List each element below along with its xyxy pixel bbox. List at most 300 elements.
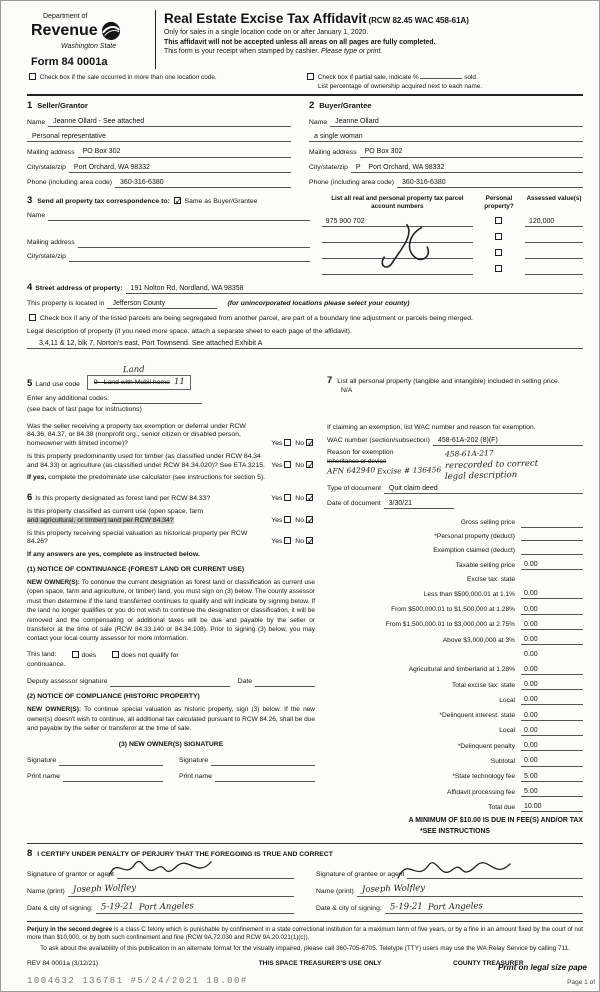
parcel-table [322, 195, 583, 275]
owner-printname-1-blank [63, 774, 163, 782]
s3-mailing-label: Mailing address [27, 238, 75, 246]
seller-number: 1 [27, 99, 33, 111]
tax-value-local-2: 0.00 [521, 726, 583, 736]
seller-csz-field [27, 163, 291, 173]
header-note-2: This affidavit will not be accepted unless all areas on all pages are fully completed. [164, 38, 436, 46]
dept-of-text: Department of [43, 13, 88, 20]
seller-phone-value: 360-316-6380 [115, 178, 291, 188]
partial-sale-note: List percentage of ownership acquired next to each name. [318, 82, 483, 90]
grantor-date-field [27, 902, 294, 914]
grantor-date-value [96, 902, 294, 914]
partial-sale-checkbox[interactable] [307, 73, 314, 80]
wac-number-field [327, 436, 583, 446]
tax-row-local-1 [327, 695, 583, 705]
left-column [27, 364, 315, 837]
tax-value-personal-deduct [521, 533, 583, 541]
tax-row-total-excise [327, 680, 583, 690]
parcel-row-4 [322, 265, 583, 275]
tax-value-tier1: 0.00 [521, 589, 583, 599]
s8-divider [27, 843, 583, 844]
grantee-block [316, 861, 583, 914]
new-owner-signature-row [27, 757, 315, 766]
owner-signature-2 [179, 757, 315, 766]
personal-property-col-header: Personal property? [484, 194, 514, 210]
tax-value-delinquent-interest: 0.00 [521, 711, 583, 721]
tax-row-stray [327, 650, 583, 659]
doc-date-spacer [454, 501, 583, 509]
s6-q1-body: Is this property designated as forest land per RCW 84.33? [35, 494, 211, 502]
tax-row-tier2 [327, 605, 583, 615]
section-certify [27, 848, 583, 913]
tax-label-delinquent-interest: *Delinquent interest: state [439, 712, 515, 720]
tax-label-tier2: From $500,000.01 to $1,500,000 at 1.28% [391, 606, 515, 614]
tax-value-subtotal: 0.00 [521, 756, 583, 766]
s5-q2-no-checkbox[interactable]: ✓ [307, 459, 315, 470]
buyer-name-field [309, 117, 583, 127]
owner-printname-1 [27, 773, 163, 782]
wac-number-value: 458-61A-202 (8)(F) [433, 436, 583, 446]
legal-description-field [27, 339, 583, 349]
owner-signature-2-label: Signature [179, 757, 209, 765]
tax-value-local-1: 0.00 [521, 695, 583, 705]
tax-label-local-1: Local [499, 696, 515, 704]
s6-q1-no-checkbox[interactable]: ✓ [307, 493, 315, 504]
buyer-number: 2 [309, 99, 315, 111]
tax-value-total-due: 10.00 [521, 802, 583, 812]
tax-table [327, 519, 583, 812]
certify-grid [27, 861, 583, 914]
grantor-signature-field [27, 871, 294, 880]
buyer-name-label: Name [309, 118, 328, 126]
personal-property-cell-2 [473, 233, 525, 243]
assessed-value-4 [525, 266, 583, 275]
handwritten-land-use-code: 11 [173, 376, 185, 387]
handwritten-wac: 458-61A-217 [444, 448, 494, 459]
parcel-row-1 [322, 217, 583, 227]
seller-name-field [27, 117, 291, 127]
s5-question-1 [27, 423, 315, 449]
legal-description-value: 3,4,11 & 12, blk 7, Norton's east, Port Townsend. See attached Exhibit A [27, 339, 583, 349]
multi-location-option [27, 73, 305, 91]
multi-location-checkbox[interactable] [29, 73, 36, 80]
county-treasurer-label: COUNTY TREASURER [453, 959, 524, 967]
seller-phone-field [27, 178, 291, 188]
notice-2-new-owner: NEW OWNER(S): [27, 706, 82, 714]
tax-value-tier2: 0.00 [521, 605, 583, 615]
seller-name-value: Jeanne Ollard - See attached [48, 117, 291, 127]
top-checkbox-row [27, 73, 583, 91]
tax-row-local-2 [327, 726, 583, 736]
partial-sale-percent-blank [420, 78, 462, 79]
grantor-city-handwritten: Port Angeles [139, 900, 195, 913]
tax-label-personal-deduct: *Personal property (deduct) [434, 532, 515, 540]
does-option [70, 651, 96, 661]
continuance-label: continuance. [27, 660, 66, 668]
tax-label-total-excise: Total excise tax: state [451, 681, 515, 689]
s6-q3-no-checkbox[interactable]: ✓ [307, 536, 315, 547]
s6-question-1 [27, 492, 315, 504]
grantee-date-handwritten: 5-19-21 [389, 901, 423, 912]
treasurer-space-label: THIS SPACE TREASURER'S USE ONLY [258, 959, 382, 967]
additional-codes-note: (see back of last page for instructions) [27, 405, 142, 413]
assessed-value-1: 120,000 [525, 217, 583, 227]
partial-sale-label-2: sold. [464, 74, 478, 82]
does-checkbox[interactable] [72, 651, 79, 658]
s5-if-yes-bold: If yes, [27, 473, 47, 481]
doc-date-label: Date of document [327, 500, 381, 508]
s5-if-yes-text: complete the predominate use calculator (see instructions for section 5). [48, 473, 266, 481]
buyer-name2-field [309, 132, 583, 142]
reason-label: Reason for exemption [327, 448, 394, 456]
s6-q2-line2: and agricultural, or timber) land per RCW 84.34? [27, 516, 174, 524]
grantor-block [27, 861, 294, 914]
owner-signature-1 [27, 757, 163, 766]
s6-q3-text: Is this property receiving special valuation as historical property per RCW 84.26? [27, 529, 248, 546]
grantee-signature-field [316, 871, 583, 880]
grantee-name-value [357, 884, 583, 896]
form-number: Form 84 0001a [31, 55, 108, 68]
personal-property-cell-4 [473, 265, 525, 275]
s5-number: 5 [27, 377, 33, 389]
s3-mailing-blank [78, 240, 310, 248]
tax-row-tier4 [327, 635, 583, 645]
form-title: Real Estate Excise Tax Affidavit [164, 11, 367, 26]
perjury-text: is a class C felony which is punishable by confinement in a state correctional institution for a maximum term of five years, or by a fine in an amount fixed by the court of not more than $10,000, or by both such confinement and fine (RCW 9A.72.030 and RCW 9A.20.021(1)(c)). [27, 925, 584, 941]
tax-label-taxable: Taxable selling price [455, 561, 515, 569]
s3-name-field [27, 212, 310, 221]
tax-value-excise-header [521, 576, 583, 584]
s6-q2-no-checkbox[interactable]: ✓ [307, 514, 315, 525]
s6-number: 6 [27, 491, 33, 503]
handwritten-afn: AFN 642940 [326, 465, 376, 476]
s6-question-2 [27, 508, 315, 526]
seller-name-label: Name [27, 118, 46, 126]
personal-property-cell-1 [473, 217, 525, 227]
grantor-signature-scribble [105, 854, 215, 882]
certify-title: I CERTIFY UNDER PENALTY OF PERJURY THAT THE FOREGOING IS TRUE AND CORRECT [37, 851, 333, 859]
section-correspondence [27, 195, 583, 275]
see-instructions-note: *SEE INSTRUCTIONS [419, 828, 491, 836]
tax-label-delinquent-penalty: *Delinquent penalty [457, 742, 515, 750]
tax-label-local-2: Local [499, 727, 515, 735]
buyer-name2-value: a single woman [309, 132, 583, 142]
partial-sale-option [305, 73, 583, 91]
s3-intro: Send all property tax correspondence to: [37, 197, 170, 205]
tax-value-taxable: 0.00 [521, 560, 583, 570]
tax-row-subtotal [327, 756, 583, 766]
segregated-label: Check box if any of the listed parcels are being segregated from another parcel, are part of a boundary line adjustment or parcels being merged. [39, 315, 473, 323]
tax-value-agricultural: 0.00 [521, 665, 583, 675]
grantee-date-field [316, 902, 583, 914]
s6-q1-answers [271, 494, 315, 504]
s3-csz-field [27, 253, 310, 262]
tax-label-agricultural: Agricultural and timberland at 1.28% [408, 666, 515, 674]
seller-csz-value: Port Orchard, WA 98332 [69, 163, 291, 173]
buyer-heading [309, 100, 583, 112]
partial-sale-line [305, 73, 583, 82]
land-use-line [27, 364, 315, 390]
grantee-signature-scribble [394, 854, 514, 884]
deputy-assessor-blank [110, 679, 229, 687]
tax-row-personal-deduct [327, 533, 583, 542]
tax-row-total-due [327, 802, 583, 812]
section-seller [27, 100, 305, 188]
tax-label-total-due: Total due [488, 803, 515, 811]
wac-number-label: WAC number (section/subsection) [327, 437, 430, 445]
accessibility-note: To ask about the availability of this publication in an alternate format for the visually impaired, please call 360-705-6705. Teletype (TTY) users may use the WA Relay Service by calling 711. [40, 945, 570, 953]
s6-q1-yes-checkbox[interactable] [284, 494, 291, 501]
multi-location-label: Check box if the sale occurred in more than one location code. [39, 74, 217, 82]
grantor-date-handwritten: 5-19-21 [100, 901, 134, 912]
buyer-csz-prefix: P [355, 163, 361, 171]
s7-intro: List all personal property (tangible and intangible) included in selling price. [337, 377, 560, 385]
land-use-code-box[interactable] [87, 375, 192, 390]
s5-q1-answers [271, 439, 315, 449]
deputy-assessor-label: Deputy assessor signature [27, 678, 108, 686]
handwritten-reason-1: rerecorded to correct [444, 458, 539, 471]
parcel-col-header: List all real and personal property tax parcel account numbers [331, 194, 464, 210]
partial-sale-label-1: Check box if partial sale, indicate % [317, 74, 419, 82]
tax-row-excise-header [327, 576, 583, 585]
s5-q1-yes-label: Yes [271, 440, 283, 448]
buyer-phone-field [309, 178, 583, 188]
buyer-title: Buyer/Grantee [319, 100, 372, 110]
s6-q3-yes-checkbox[interactable] [284, 537, 291, 544]
seller-name2-value: Personal representative [27, 132, 291, 142]
handwritten-reason-2: legal description [444, 469, 518, 482]
tax-value-tech-fee: 5.00 [521, 772, 583, 782]
owner-printname-2 [179, 773, 315, 782]
s6-q2-no-label: No [295, 516, 304, 524]
party-sections [27, 100, 583, 188]
dor-logo-block [27, 10, 147, 69]
tax-label-processing-fee: Affidavit processing fee [446, 788, 515, 796]
notice-1-text: To continue the current designation as forest land or classification as current use (open space, farm and agriculture, or timber) land, you must sign on (3) below. The county assessor must then determine if the land transferred continues to qualify and will indicate by signing below. If the land no longer qualifies or you do not wish to continue the designation or classification, it will be removed and the compensating or additional taxes will be due and payable by the seller or transferor at the time of sale (RCW 84.33.140 or 84.34.108). Prior to signing (3) below, you may contact your local county assessor for more information. [27, 578, 315, 643]
parcel-row-2 [322, 233, 583, 243]
s3-csz-label: City/state/zip [27, 252, 66, 260]
s5-q2-text: Is this property predominantly used for timber (as classified under RCW 84.34 and 84.33) or agriculture (as classified under RCW 84.34.020)? See ETA 3215. [27, 453, 265, 469]
tax-value-total-excise: 0.00 [521, 680, 583, 690]
personal-property-checkbox-1[interactable] [495, 217, 502, 224]
grantee-city-handwritten: Port Angeles [428, 900, 484, 913]
seller-phone-label: Phone (including area code) [27, 178, 113, 186]
s8-number: 8 [27, 848, 33, 860]
doc-type-label: Type of document [327, 485, 382, 493]
handwritten-land-word: Land [122, 364, 145, 376]
buyer-csz-field [309, 163, 583, 173]
personal-property-checkbox-2[interactable] [495, 233, 502, 240]
tax-label-excise-header: Excise tax: state [466, 575, 515, 583]
s5-question-2 [27, 453, 315, 471]
additional-codes-label: Enter any additional codes: [27, 394, 109, 402]
tax-row-delinquent-interest [327, 711, 583, 721]
does-not-checkbox[interactable] [112, 651, 119, 658]
reason-left [327, 449, 445, 482]
grantor-signature-label: Signature of grantor or agent [27, 870, 114, 878]
county-value[interactable]: Jefferson County [107, 299, 217, 309]
section-buyer [305, 100, 583, 188]
new-owner-printname-row [27, 773, 315, 782]
s3-number: 3 [27, 194, 33, 206]
buyer-phone-label: Phone (including area code) [309, 178, 395, 186]
footer-divider-1 [27, 921, 583, 922]
tax-label-tech-fee: *State technology fee [452, 773, 515, 781]
notice-2-title: (2) NOTICE OF COMPLIANCE (HISTORIC PROPERTY) [27, 693, 200, 701]
does-not-label: does not qualify for [121, 651, 179, 659]
s5-q1-no-checkbox[interactable]: ✓ [307, 438, 315, 449]
title-line [164, 10, 583, 28]
deputy-date-label: Date [237, 678, 252, 686]
land-use-label: Land use code [35, 381, 80, 389]
tax-value-tier3: 0.00 [521, 620, 583, 630]
tax-label-tier1: Less than $500,000.01 at 1.1% [423, 590, 515, 598]
tax-row-agricultural [327, 665, 583, 675]
s6-q3-no-label: No [295, 538, 304, 546]
tax-value-stray: 0.00 [524, 651, 538, 659]
grantor-name-value [68, 884, 294, 896]
page-number: Page 1 of [567, 978, 595, 986]
personal-property-checkbox-4[interactable] [495, 265, 502, 272]
assessed-value-2 [525, 234, 583, 243]
parcel-number-1: 975 900 702 [322, 217, 473, 227]
seller-mailing-field [27, 147, 291, 157]
buyer-name-value: Jeanne Ollard [330, 117, 583, 127]
assessed-value-3 [525, 250, 583, 259]
header-note-3-line [164, 48, 583, 57]
s6-q1-text [27, 492, 271, 504]
tax-label-tier4: Above $3,000,000 at 3% [442, 636, 515, 644]
correspondence-left [27, 195, 322, 275]
segregated-checkbox[interactable] [29, 314, 36, 321]
form-title-rcw: (RCW 82.45 WAC 458-61A) [368, 16, 469, 25]
header-note-3: This form is your receipt when stamped by cashier. [164, 48, 320, 56]
doc-type-field [327, 484, 583, 494]
street-address-value: 191 Nolton Rd, Nordland, WA 98358 [126, 284, 326, 294]
legal-description-label: Legal description of property (if you need more space, attach a separate sheet to each page of the affidavit). [27, 327, 352, 335]
street-address-label: Street address of property: [35, 285, 123, 293]
personal-property-checkbox-3[interactable] [495, 249, 502, 256]
seller-mailing-value: PO Box 302 [78, 147, 291, 157]
street-address-field [27, 282, 583, 294]
buyer-mailing-label: Mailing address [309, 148, 357, 156]
additional-codes-blank [112, 396, 202, 404]
s6-q1-no-label: No [295, 495, 304, 503]
inheritance-text: Inheritance or device [327, 457, 387, 465]
form-header [27, 10, 583, 69]
tax-row-tier1 [327, 589, 583, 599]
grantee-name-field [316, 884, 583, 896]
header-note-3-em: Please type or print. [321, 48, 383, 56]
s6-q2-line1: Is this property classified as current use (open space, farm [27, 507, 204, 515]
dor-logo-icon [101, 21, 121, 41]
s5-q2-answers [271, 461, 315, 471]
seller-heading [27, 100, 291, 112]
s4-number: 4 [27, 281, 33, 293]
tax-row-tier3 [327, 620, 583, 630]
this-land-label: This land: [27, 650, 57, 658]
exemption-intro: If claiming an exemption, list WAC number and reason for exemption. [327, 424, 536, 432]
s3-name-label: Name [27, 212, 46, 220]
rev-number: REV 84 0001a (3/12/21) [27, 959, 99, 967]
s3-name-blank [48, 213, 310, 221]
same-as-buyer-checkbox[interactable]: ✓ [174, 195, 183, 206]
cashier-stamp: 1004632 136781 #5/24/2021 10.00# [27, 976, 248, 987]
header-divider [27, 94, 583, 96]
seller-csz-label: City/state/zip [27, 163, 66, 171]
s6-note: If any answers are yes, complete as instructed below. [27, 551, 200, 559]
parcel-row-3 [322, 249, 583, 259]
notice-2-text: To continue special valuation as historic property, sign (3) below. If the new owner(s) doesn't wish to continue, all additional tax calculated pursuant to RCW 84.26, shall be due and payable by the seller or transferor at the time of sale. [27, 706, 315, 732]
doc-date-field [327, 499, 583, 509]
s5-q1-yes-checkbox[interactable] [284, 439, 291, 446]
buyer-csz-text: Port Orchard, WA 98332 [368, 163, 445, 171]
revenue-row [27, 21, 147, 42]
notice-2-paragraph [27, 705, 315, 733]
parcel-table-header [322, 195, 583, 211]
perjury-paragraph [27, 926, 583, 943]
lower-columns [27, 364, 583, 837]
print-size-note: Print on legal size pape [498, 962, 587, 972]
reason-right [445, 449, 583, 482]
s3-csz-blank [69, 254, 310, 262]
s6-q2-yes-checkbox[interactable] [284, 516, 291, 523]
county-label: This property is located in [27, 300, 105, 308]
tax-row-delinquent-penalty [327, 741, 583, 751]
doc-date-value: 3/30/21 [384, 499, 454, 509]
notice-1-paragraph [27, 578, 315, 644]
tax-label-tier3: From $1,500,000.01 to $3,000,000 at 2.75% [385, 621, 515, 629]
s7-number: 7 [327, 374, 333, 386]
tax-row-exemption-deduct [327, 547, 583, 556]
correspondence-intro-line [27, 195, 310, 207]
personal-property-value: N/A [341, 387, 353, 395]
s5-if-yes-note [27, 474, 315, 483]
grantee-name-handwritten: Joseph Wolfley [361, 883, 425, 896]
s6-q3-answers [271, 537, 315, 547]
s5-q1-text: Was the seller receiving a property tax exemption or deferral under RCW 84.36, 84.37, or 84.38 (nonprofit org., senior citizen or disabled person, homeowner with limited income)? [27, 422, 246, 448]
s6-q2-text [27, 508, 271, 526]
notice-1-title: (1) NOTICE OF CONTINUANCE (FOREST LAND OR CURRENT USE) [27, 566, 245, 574]
header-note-1: Only for sales in a single location code on or after January 1, 2020. [164, 28, 369, 36]
street-address-blank [326, 286, 583, 294]
minimum-due-note: A MINIMUM OF $10.00 IS DUE IN FEE(S) AND/OR TAX [408, 817, 583, 825]
county-field [27, 299, 583, 309]
buyer-csz-label: City/state/zip [309, 163, 348, 171]
does-not-option [110, 651, 178, 661]
tax-label-subtotal: Subtotal [490, 757, 515, 765]
tax-value-gross [521, 520, 583, 528]
buyer-mailing-field [309, 147, 583, 157]
s3-mailing-field [27, 239, 310, 248]
personal-property-cell-3 [473, 249, 525, 259]
tax-row-gross [327, 519, 583, 528]
owner-signature-1-blank [59, 758, 163, 766]
owner-printname-2-blank [215, 774, 315, 782]
handwritten-scribble [366, 216, 445, 278]
tax-row-taxable [327, 560, 583, 570]
tax-value-exemption-deduct [521, 547, 583, 555]
notice-1-new-owner: NEW OWNER(S): [27, 578, 80, 586]
tax-value-processing-fee: 5.00 [521, 787, 583, 797]
does-label: does [81, 651, 97, 659]
revenue-wordmark: Revenue [31, 22, 98, 40]
title-block [155, 10, 583, 69]
buyer-mailing-value: PO Box 302 [360, 147, 583, 157]
s5-q2-yes-checkbox[interactable] [284, 461, 291, 468]
tax-value-tier4: 0.00 [521, 635, 583, 645]
land-use-struck-value: 9 - Land with Mobil home [93, 378, 170, 386]
tax-row-processing-fee [327, 787, 583, 797]
